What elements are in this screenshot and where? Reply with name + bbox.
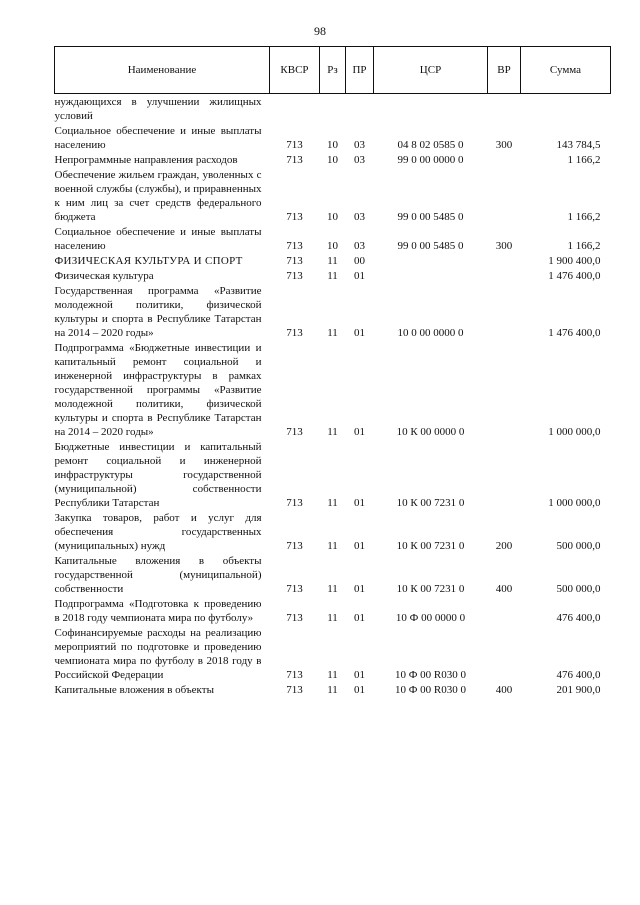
row-vr <box>488 152 521 167</box>
row-pr: 00 <box>354 255 365 267</box>
row-rz <box>320 94 346 124</box>
row-csr: 10 К 00 7231 0 <box>396 540 465 552</box>
row-kvsr: 713 <box>286 240 303 252</box>
table-header <box>55 47 611 94</box>
row-rz: 11 <box>327 270 338 282</box>
table-row <box>55 625 611 682</box>
row-vr: 300 <box>495 240 513 252</box>
row-vr <box>488 283 521 340</box>
table-row <box>55 553 611 596</box>
row-sum: 476 400,0 <box>556 612 601 624</box>
table-row <box>55 224 611 253</box>
header-vr: ВР <box>488 47 521 94</box>
row-csr <box>374 268 488 283</box>
row-sum: 1 000 000,0 <box>548 426 601 438</box>
row-rz: 11 <box>327 612 338 624</box>
row-pr: 01 <box>354 426 365 438</box>
row-kvsr <box>270 94 320 124</box>
row-sum: 500 000,0 <box>556 583 601 595</box>
row-vr <box>488 439 521 510</box>
row-rz: 11 <box>327 684 338 696</box>
row-pr: 01 <box>354 583 365 595</box>
row-rz: 10 <box>327 154 338 166</box>
row-rz: 11 <box>327 669 338 681</box>
table-row <box>55 439 611 510</box>
row-pr: 03 <box>354 211 365 223</box>
row-name: ФИЗИЧЕСКАЯ КУЛЬТУРА И СПОРТ <box>54 255 243 267</box>
row-name: нуждающихся в улучшении жилищных условий <box>54 96 262 122</box>
row-csr: 99 0 00 5485 0 <box>397 240 464 252</box>
row-name: Софинансируемые расходы на реализацию мероприятий по подготовке и проведению чемпионата мира по футболу в 2018 году в Российской Федерации <box>54 627 262 681</box>
row-name: Капитальные вложения в объекты <box>54 684 214 696</box>
row-kvsr: 713 <box>286 540 303 552</box>
row-sum: 1 166,2 <box>567 240 601 252</box>
row-name: Социальное обеспечение и иные выплаты населению <box>54 226 262 252</box>
table-row <box>55 283 611 340</box>
row-kvsr: 713 <box>286 684 303 696</box>
table-row <box>55 340 611 439</box>
row-kvsr: 713 <box>286 154 303 166</box>
table-row <box>55 94 611 124</box>
row-csr: 10 К 00 7231 0 <box>396 583 465 595</box>
header-sum: Сумма <box>521 47 611 94</box>
row-kvsr: 713 <box>286 139 303 151</box>
row-vr <box>488 596 521 625</box>
row-rz: 11 <box>327 426 338 438</box>
header-kvsr: КВСР <box>270 47 320 94</box>
row-pr: 03 <box>354 240 365 252</box>
row-name: Социальное обеспечение и иные выплаты населению <box>54 125 262 151</box>
table-body <box>55 94 611 698</box>
row-name: Капитальные вложения в объекты государственной (муниципальной) собственности <box>54 555 262 595</box>
table-row <box>55 152 611 167</box>
row-csr <box>374 253 488 268</box>
table-row <box>55 167 611 224</box>
row-sum: 201 900,0 <box>556 684 601 696</box>
row-vr <box>488 625 521 682</box>
row-vr: 300 <box>495 139 513 151</box>
row-pr: 03 <box>354 139 365 151</box>
row-csr: 10 0 00 0000 0 <box>397 327 464 339</box>
row-rz: 10 <box>327 211 338 223</box>
row-name: Государственная программа «Развитие молодежной политики, физической культуры и спорта в Республике Татарстан на 2014 – 2020 годы» <box>54 285 262 339</box>
page-number: 98 <box>314 24 326 38</box>
row-csr: 99 0 00 0000 0 <box>397 154 464 166</box>
row-rz: 11 <box>327 540 338 552</box>
table-row <box>55 253 611 268</box>
row-sum: 1 166,2 <box>567 154 601 166</box>
row-sum <box>521 94 611 124</box>
table-row <box>55 123 611 152</box>
table-row <box>55 596 611 625</box>
row-name: Непрограммные направления расходов <box>54 154 238 166</box>
row-name: Подпрограмма «Бюджетные инвестиции и капитальный ремонт социальной и инженерной инфраструктуры в рамках государственной программы «Развитие молодежной политики, физической культуры и спорта в Республике Татарстан на 2014 – 2020 годы» <box>54 342 262 438</box>
row-name: Бюджетные инвестиции и капитальный ремонт социальной и инженерной инфраструктуры государственной (муниципальной) собственности Республики Татарстан <box>54 441 262 509</box>
row-kvsr: 713 <box>286 669 303 681</box>
row-rz: 11 <box>327 255 338 267</box>
row-sum: 1 476 400,0 <box>548 270 601 282</box>
row-vr <box>488 253 521 268</box>
row-sum: 1 900 400,0 <box>548 255 601 267</box>
row-kvsr: 713 <box>286 327 303 339</box>
row-sum: 1 166,2 <box>567 211 601 223</box>
row-name: Обеспечение жильем граждан, уволенных с военной службы (службы), и приравненных к ним лиц за счет средств федерального бюджета <box>54 169 262 223</box>
row-vr: 200 <box>495 540 513 552</box>
header-rz: Рз <box>320 47 346 94</box>
row-kvsr: 713 <box>286 211 303 223</box>
row-pr: 01 <box>354 497 365 509</box>
row-vr <box>488 167 521 224</box>
row-kvsr: 713 <box>286 583 303 595</box>
row-csr: 10 Ф 00 0000 0 <box>395 612 466 624</box>
header-name: Наименование <box>55 47 270 94</box>
row-pr: 01 <box>354 270 365 282</box>
row-sum: 1 000 000,0 <box>548 497 601 509</box>
row-vr: 400 <box>495 684 513 696</box>
row-sum: 1 476 400,0 <box>548 327 601 339</box>
row-csr: 10 К 00 0000 0 <box>396 426 465 438</box>
row-kvsr: 713 <box>286 255 303 267</box>
row-pr: 01 <box>354 669 365 681</box>
row-kvsr: 713 <box>286 612 303 624</box>
row-sum: 500 000,0 <box>556 540 601 552</box>
row-rz: 10 <box>327 240 338 252</box>
header-csr: ЦСР <box>374 47 488 94</box>
row-csr: 10 К 00 7231 0 <box>396 497 465 509</box>
table-row <box>55 268 611 283</box>
row-vr <box>488 340 521 439</box>
row-pr: 01 <box>354 612 365 624</box>
table-row <box>55 682 611 697</box>
row-vr <box>488 94 521 124</box>
row-name: Закупка товаров, работ и услуг для обеспечения государственных (муниципальных) нужд <box>54 512 262 552</box>
row-csr: 10 Ф 00 R030 0 <box>394 669 467 681</box>
row-kvsr: 713 <box>286 497 303 509</box>
row-csr <box>374 94 488 124</box>
row-pr: 01 <box>354 540 365 552</box>
row-csr: 99 0 00 5485 0 <box>397 211 464 223</box>
row-kvsr: 713 <box>286 270 303 282</box>
row-vr: 400 <box>495 583 513 595</box>
table-row <box>55 510 611 553</box>
budget-table <box>54 46 611 697</box>
row-name: Подпрограмма «Подготовка к проведению в 2018 году чемпионата мира по футболу» <box>54 598 262 624</box>
row-kvsr: 713 <box>286 426 303 438</box>
row-vr <box>488 268 521 283</box>
row-sum: 476 400,0 <box>556 669 601 681</box>
row-pr: 01 <box>354 327 365 339</box>
row-csr: 04 8 02 0585 0 <box>397 139 464 151</box>
row-pr: 03 <box>354 154 365 166</box>
row-sum: 143 784,5 <box>556 139 601 151</box>
row-rz: 10 <box>327 139 338 151</box>
row-csr: 10 Ф 00 R030 0 <box>394 684 467 696</box>
row-name: Физическая культура <box>54 270 154 282</box>
row-pr <box>346 94 374 124</box>
row-rz: 11 <box>327 583 338 595</box>
row-pr: 01 <box>354 684 365 696</box>
row-rz: 11 <box>327 327 338 339</box>
row-rz: 11 <box>327 497 338 509</box>
header-pr: ПР <box>346 47 374 94</box>
